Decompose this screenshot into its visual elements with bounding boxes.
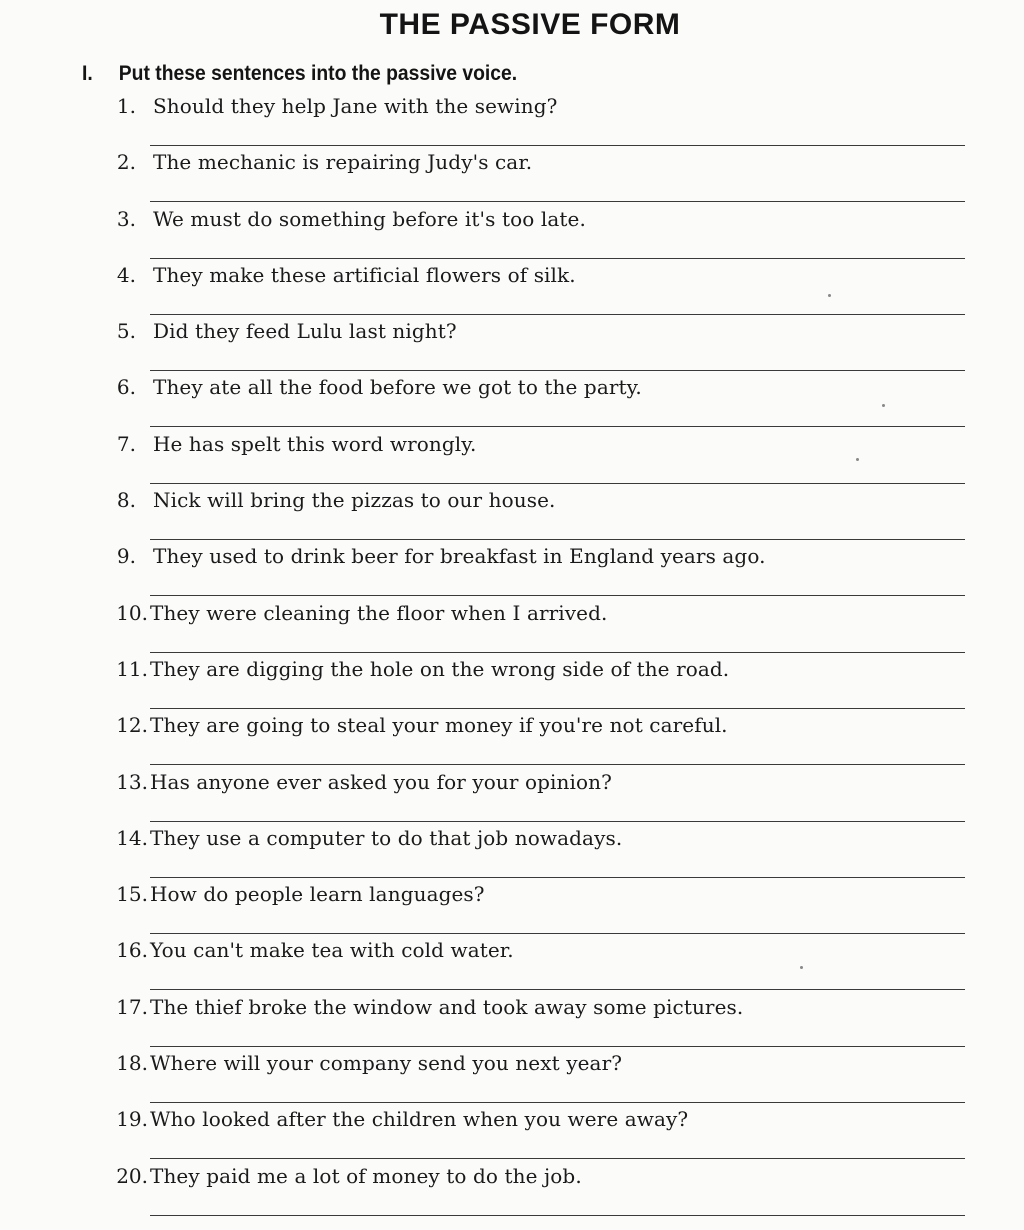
answer-line[interactable] <box>150 1102 965 1103</box>
item-sentence: Has anyone ever asked you for your opinion? <box>150 769 612 794</box>
answer-line[interactable] <box>150 933 965 934</box>
exercise-item <box>0 880 1024 936</box>
exercise-item <box>0 1162 1024 1218</box>
item-sentence: Nick will bring the pizzas to our house. <box>153 488 556 513</box>
item-number: 9. <box>116 544 136 569</box>
item-number: 14. <box>116 825 148 850</box>
section-number: I. <box>82 62 93 85</box>
item-number: 18. <box>116 1051 148 1076</box>
answer-line[interactable] <box>150 764 965 765</box>
item-number: 19. <box>116 1107 148 1132</box>
item-number: 12. <box>116 713 148 738</box>
exercise-item <box>0 768 1024 824</box>
answer-line[interactable] <box>150 539 965 540</box>
scan-speck <box>856 458 859 461</box>
answer-line[interactable] <box>150 708 965 709</box>
item-number: 3. <box>116 206 136 231</box>
item-number: 20. <box>116 1163 148 1188</box>
scan-speck <box>800 966 803 969</box>
item-sentence: Where will your company send you next year? <box>150 1051 623 1076</box>
answer-line[interactable] <box>150 314 965 315</box>
exercise-item <box>0 993 1024 1049</box>
answer-line[interactable] <box>150 370 965 371</box>
answer-line[interactable] <box>150 1158 965 1159</box>
exercise-item <box>0 655 1024 711</box>
answer-line[interactable] <box>150 595 965 596</box>
exercise-item <box>0 542 1024 598</box>
exercise-item <box>0 430 1024 486</box>
item-sentence: They are going to steal your money if you're not careful. <box>150 713 728 738</box>
item-sentence: They used to drink beer for breakfast in England years ago. <box>153 544 766 569</box>
exercise-item <box>0 486 1024 542</box>
answer-line[interactable] <box>150 258 965 259</box>
item-sentence: They are digging the hole on the wrong side of the road. <box>150 656 730 681</box>
answer-line[interactable] <box>150 483 965 484</box>
exercise-item <box>0 92 1024 148</box>
item-sentence: We must do something before it's too late. <box>153 206 586 231</box>
item-sentence: He has spelt this word wrongly. <box>153 431 477 456</box>
exercise-item <box>0 1105 1024 1161</box>
scan-speck <box>828 294 831 297</box>
item-number: 4. <box>116 262 136 287</box>
answer-line[interactable] <box>150 652 965 653</box>
exercise-item <box>0 373 1024 429</box>
exercise-item <box>0 1049 1024 1105</box>
answer-line[interactable] <box>150 1046 965 1047</box>
item-number: 2. <box>116 150 136 175</box>
item-sentence: They ate all the food before we got to the party. <box>153 375 642 400</box>
answer-line[interactable] <box>150 145 965 146</box>
answer-line[interactable] <box>150 201 965 202</box>
exercise-item <box>0 711 1024 767</box>
item-sentence: They were cleaning the floor when I arrived. <box>150 600 608 625</box>
item-number: 16. <box>116 938 148 963</box>
exercise-item <box>0 261 1024 317</box>
exercise-item <box>0 148 1024 204</box>
answer-line[interactable] <box>150 821 965 822</box>
item-sentence: Who looked after the children when you were away? <box>150 1107 689 1132</box>
item-sentence: They use a computer to do that job nowadays. <box>150 825 623 850</box>
item-sentence: How do people learn languages? <box>150 882 485 907</box>
scan-speck <box>882 404 885 407</box>
item-sentence: They make these artificial flowers of silk. <box>153 262 576 287</box>
exercise-item <box>0 599 1024 655</box>
item-sentence: The thief broke the window and took away some pictures. <box>150 994 744 1019</box>
answer-line[interactable] <box>150 989 965 990</box>
item-sentence: Did they feed Lulu last night? <box>153 319 457 344</box>
exercise-item <box>0 824 1024 880</box>
item-sentence: Should they help Jane with the sewing? <box>153 94 558 118</box>
answer-line[interactable] <box>150 1215 965 1216</box>
item-number: 17. <box>116 994 148 1019</box>
exercise-item <box>0 936 1024 992</box>
item-number: 5. <box>116 319 136 344</box>
exercise-item <box>0 317 1024 373</box>
item-number: 6. <box>116 375 136 400</box>
item-sentence: You can't make tea with cold water. <box>150 938 514 963</box>
item-number: 10. <box>116 600 148 625</box>
page-title: THE PASSIVE FORM <box>379 8 681 41</box>
item-number: 8. <box>116 488 136 513</box>
exercise-list <box>0 92 1024 1218</box>
answer-line[interactable] <box>150 426 965 427</box>
item-number: 13. <box>116 769 148 794</box>
exercise-item <box>0 205 1024 261</box>
item-number: 15. <box>116 882 148 907</box>
answer-line[interactable] <box>150 877 965 878</box>
section-heading <box>82 62 517 86</box>
item-number: 11. <box>116 656 148 681</box>
item-sentence: They paid me a lot of money to do the job. <box>150 1163 582 1188</box>
item-sentence: The mechanic is repairing Judy's car. <box>153 150 533 175</box>
item-number: 1. <box>116 94 136 118</box>
item-number: 7. <box>116 431 136 456</box>
section-instruction: Put these sentences into the passive voice. <box>118 62 518 85</box>
